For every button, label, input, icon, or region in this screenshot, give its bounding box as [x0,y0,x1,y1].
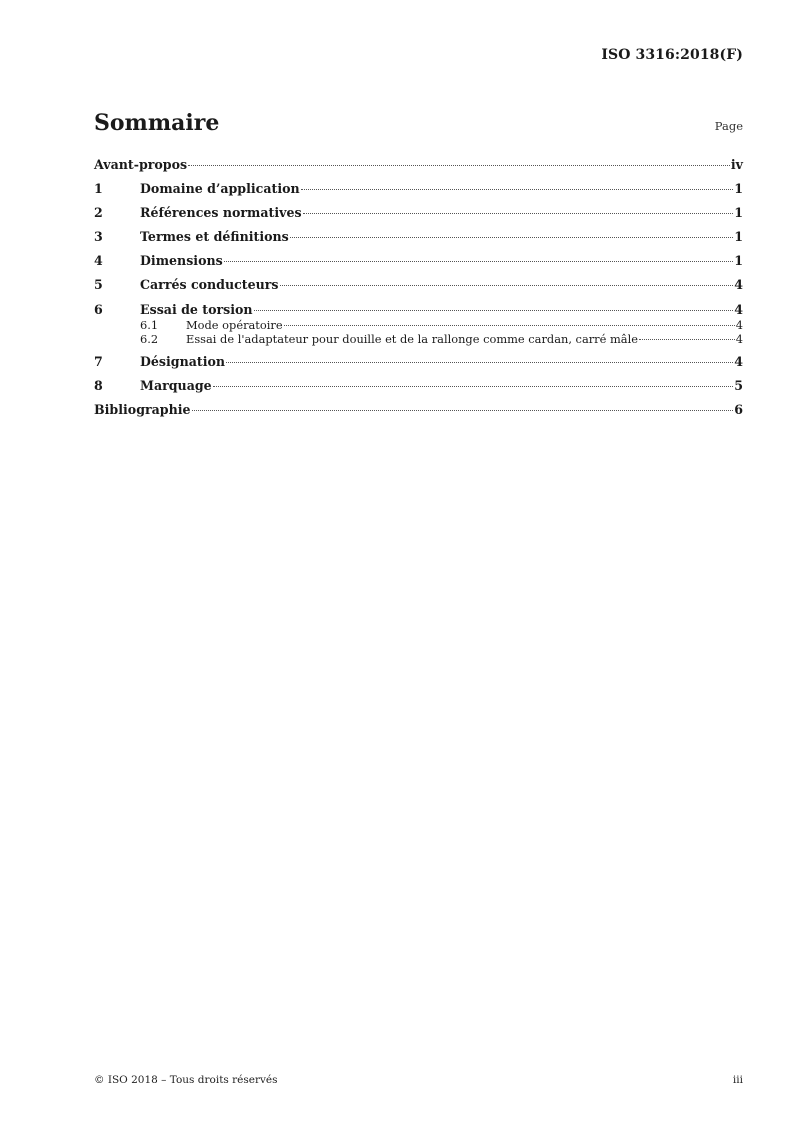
toc-entry-terms-definitions[interactable] [94,225,743,249]
table-of-contents [94,153,743,422]
toc-entry-number: 3 [94,229,103,244]
toc-entry-scope[interactable] [94,177,743,201]
toc-entry-number: 4 [94,253,103,268]
toc-entry-label: Domaine d’application [140,181,300,196]
toc-entry-number: 1 [94,181,103,196]
toc-entry-adaptor-test[interactable] [94,333,743,347]
toc-entry-page: 1 [734,181,743,196]
toc-entry-number: 6.1 [140,318,159,332]
toc-entry-number: 6 [94,302,103,317]
toc-entry-marking[interactable] [94,374,743,398]
toc-entry-square-drives[interactable] [94,273,743,297]
page-column-label: Page [714,119,743,133]
toc-entry-label: Essai de torsion [140,302,253,317]
toc-entry-page: 4 [735,318,743,332]
toc-entry-label: Références normatives [140,205,302,220]
toc-entry-torsion-test[interactable] [94,300,743,319]
toc-entry-label: Désignation [140,354,226,369]
toc-entry-label: Carrés conducteurs [140,277,279,292]
toc-entry-label: Dimensions [140,253,223,268]
toc-entry-procedure[interactable] [94,319,743,333]
toc-entry-page: iv [730,157,743,172]
toc-entry-label: Mode opératoire [186,318,283,332]
toc-entry-page: 1 [734,205,743,220]
toc-leader-dots [213,386,734,387]
toc-entry-number: 5 [94,277,103,292]
toc-leader-dots [226,362,733,363]
toc-entry-bibliography[interactable] [94,398,743,422]
toc-entry-page: 5 [734,378,743,393]
toc-entry-page: 4 [734,277,743,292]
toc-entry-number: 8 [94,378,103,393]
toc-leader-dots [254,310,734,311]
toc-title: Sommaire [94,110,220,136]
document-identifier: ISO 3316:2018(F) [601,47,743,63]
toc-entry-page: 6 [734,402,743,417]
toc-entry-label: Marquage [140,378,212,393]
toc-entry-number: 7 [94,354,103,369]
toc-leader-dots [301,189,734,190]
toc-entry-number: 6.2 [140,331,159,346]
toc-leader-dots [303,213,734,214]
toc-entry-page: 1 [734,229,743,244]
toc-entry-page: 4 [734,354,743,369]
toc-entry-normative-references[interactable] [94,201,743,225]
toc-leader-dots [290,237,733,238]
toc-entry-dimensions[interactable] [94,249,743,273]
footer-page-number: iii [732,1074,743,1086]
toc-entry-page: 4 [735,331,743,346]
toc-leader-dots [192,410,734,411]
toc-entry-designation[interactable] [94,350,743,374]
toc-entry-label: Termes et définitions [140,229,289,244]
toc-leader-dots [188,165,730,166]
toc-entry-label: Avant-propos [94,157,188,172]
footer-copyright: © ISO 2018 – Tous droits réservés [94,1074,278,1086]
toc-entry-number: 2 [94,205,103,220]
toc-leader-dots [224,261,734,262]
toc-leader-dots [280,285,734,286]
toc-entry-label: Bibliographie [94,402,191,417]
toc-leader-dots [639,339,735,340]
toc-leader-dots [284,325,735,326]
toc-entry-label: Essai de l'adaptateur pour douille et de la rallonge comme cardan, carré mâle [186,331,638,346]
toc-entry-page: 1 [734,253,743,268]
toc-entry-foreword[interactable] [94,153,743,177]
toc-entry-page: 4 [734,302,743,317]
